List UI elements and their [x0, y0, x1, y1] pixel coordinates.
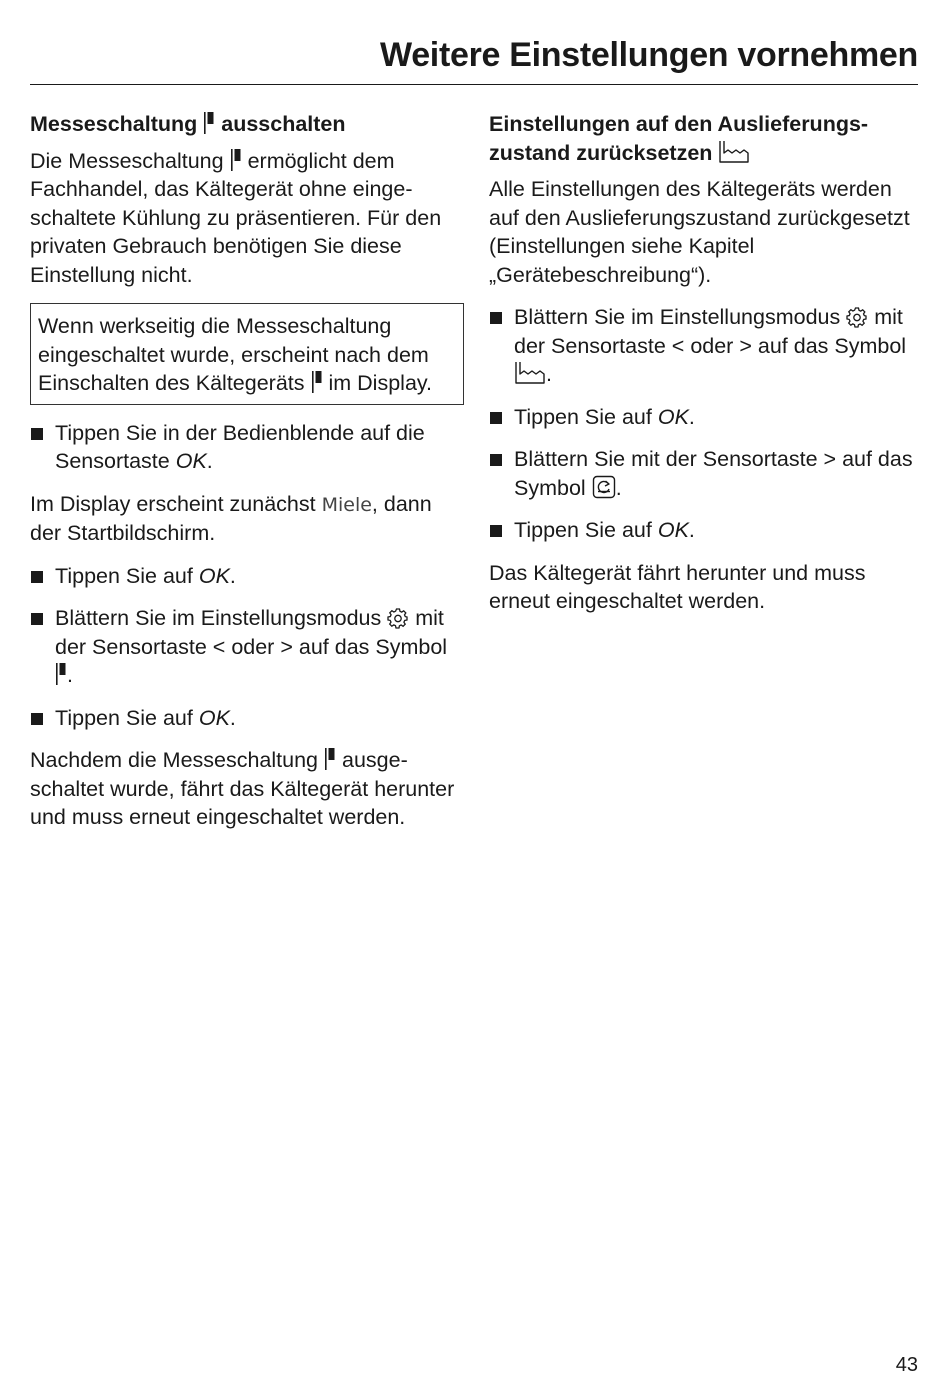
brand-display-text: Miele [321, 493, 372, 516]
list-item: Tippen Sie in der Bedienblende auf die Sensortaste OK. [30, 419, 464, 476]
gear-icon [846, 306, 868, 328]
ok-key-label: OK [198, 705, 230, 730]
intro-paragraph: Alle Einstellungen des Kältegeräts werden auf den Auslieferungszustand zurückgesetzt (Einstellungen siehe Kapitel „Gerätebeschreibung“). [489, 177, 910, 287]
bullet-square-icon [31, 571, 43, 583]
outro-paragraph: Das Kältegerät fährt herunter und muss erneut eingeschaltet werden. [489, 560, 866, 613]
header-divider [30, 84, 918, 85]
less-than-icon: < [212, 634, 226, 659]
greater-than-icon: > [739, 333, 752, 358]
bullet-square-icon [490, 412, 502, 424]
demo-mode-icon [203, 111, 215, 135]
right-column [489, 110, 923, 630]
bullet-square-icon [31, 713, 43, 725]
heading-text-b: ausschalten [221, 112, 346, 136]
demo-mode-icon [324, 747, 336, 771]
ok-key-label: OK [198, 563, 230, 588]
section-heading-demo-mode [30, 110, 464, 139]
notice-text-b: im Display. [328, 371, 433, 395]
intro-text-a: Die Messeschaltung [30, 148, 224, 173]
list-item: Blättern Sie im Einstellungsmodus mit der Sensortaste < oder > auf das Symbol . [489, 303, 923, 389]
bullet-square-icon [490, 454, 502, 466]
ok-key-label: OK [657, 518, 689, 542]
factory-icon [718, 140, 750, 164]
list-item: Tippen Sie auf OK. [30, 562, 464, 591]
bullet-square-icon [31, 428, 43, 440]
section-heading-factory-reset [489, 110, 923, 167]
bullet-square-icon [490, 312, 502, 324]
list-item: Tippen Sie auf OK. [489, 403, 923, 432]
less-than-icon: < [671, 333, 685, 358]
left-column [30, 110, 464, 846]
list-item: Tippen Sie auf OK. [489, 516, 923, 545]
list-item: Tippen Sie auf OK. [30, 704, 464, 733]
gear-icon [387, 607, 409, 629]
heading-text: Einstellungen auf den Auslieferungszustand zurücksetzen [489, 112, 869, 165]
bullet-square-icon [31, 613, 43, 625]
greater-than-icon: > [823, 447, 837, 471]
intro-text-b: ermöglicht dem Fachhandel, das Kältegerät ohne eingeschaltete Kühlung zu präsentieren. Für den privaten Gebrauch benötigen Sie diese Einstellung nicht. [30, 148, 442, 287]
intro-paragraph [30, 147, 464, 290]
display-paragraph: Im Display erscheint zunächst Miele, dann der Startbildschirm. [30, 491, 432, 545]
restore-icon [592, 475, 616, 499]
demo-mode-icon [55, 662, 67, 686]
ok-key-label: OK [657, 404, 689, 429]
demo-mode-icon [230, 148, 242, 172]
factory-icon [514, 361, 546, 385]
notice-box [30, 303, 464, 405]
page-number: 43 [895, 1354, 918, 1376]
heading-text-a: Messeschaltung [30, 112, 198, 136]
outro-paragraph: Nachdem die Messeschaltung ausgeschaltet wurde, fährt das Kältegerät herunter und muss erneut eingeschaltet werden. [30, 748, 455, 829]
ok-key-label: OK [175, 449, 207, 473]
demo-mode-icon [311, 370, 323, 394]
greater-than-icon: > [280, 634, 293, 659]
notice-text-a: Wenn werkseitig die Messeschaltung eingeschaltet wurde, erscheint nach dem Einschalten des Kältegeräts [38, 314, 429, 395]
page-title: Weitere Einstellungen vornehmen [380, 36, 918, 74]
list-item: Blättern Sie mit der Sensortaste > auf das Symbol . [489, 445, 923, 502]
bullet-square-icon [490, 525, 502, 537]
list-item: Blättern Sie im Einstellungsmodus mit der Sensortaste < oder > auf das Symbol . [30, 604, 464, 690]
